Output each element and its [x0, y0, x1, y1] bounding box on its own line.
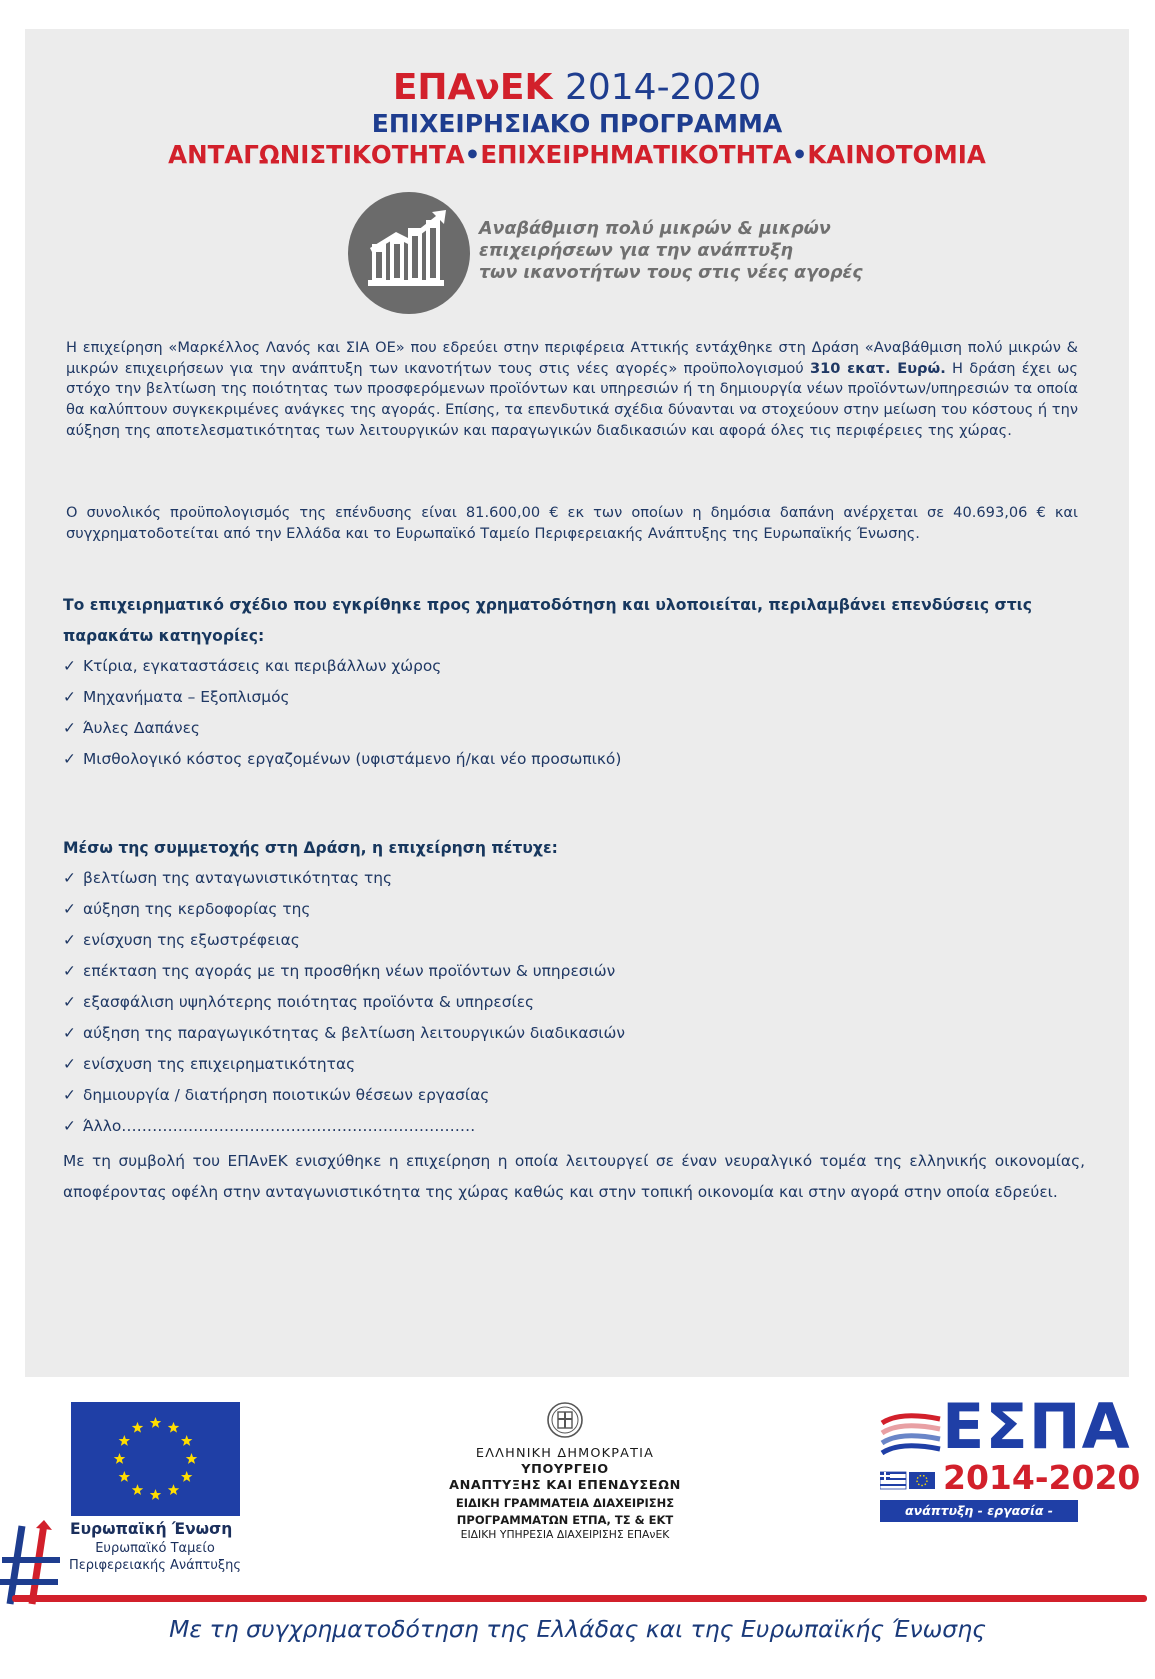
brand-name: ΕΠΑνΕΚ: [392, 67, 553, 108]
pillar-entrepreneurship: ΕΠΙΧΕΙΡΗΜΑΤΙΚΟΤΗΤΑ: [480, 140, 792, 169]
eu-star-icon: [181, 1471, 192, 1482]
check-icon: ✓: [63, 657, 76, 675]
check-icon: ✓: [63, 931, 76, 949]
eu-star-icon: [114, 1453, 125, 1464]
list-item: ✓ βελτίωση της ανταγωνιστικότητας της: [63, 863, 1083, 894]
program-logo: [25, 67, 1129, 109]
check-icon: ✓: [63, 993, 76, 1011]
greek-emblem-icon: [545, 1398, 585, 1442]
pillar-innovation: ΚΑΙΝΟΤΟΜΙΑ: [807, 140, 986, 169]
pillar-separator: •: [464, 140, 481, 169]
check-icon: ✓: [63, 900, 76, 918]
results-list: [63, 863, 1083, 1142]
intro-text-start: Η επιχείρηση «Μαρκέλλος Λανός και ΣΙΑ ΟΕ» που εδρεύει στην περιφέρεια Αττικής εντάχθηκε στη Δράση «Αναβάθμιση πολύ μικρών & μικρών επιχειρήσεων για την ανάπτυξη των ικανοτήτων τους στις νέες αγορές» προϋπολογισμού: [66, 339, 1078, 377]
espa-years: 2014-2020: [943, 1458, 1141, 1497]
cofunding-statement: Με τη συγχρηματοδότηση της Ελλάδας και της Ευρωπαϊκής Ένωσης: [169, 1615, 986, 1643]
action-title: [479, 218, 899, 284]
list-item: ✓ δημιουργία / διατήρηση ποιοτικών θέσεων εργασίας: [63, 1080, 1083, 1111]
program-header: [25, 67, 1129, 171]
list-item: ✓ Μισθολογικό κόστος εργαζομένων (υφιστάμενο ή/και νέο προσωπικό): [63, 744, 1083, 775]
eu-star-icon: [119, 1435, 130, 1446]
list-item: ✓ Μηχανήματα – Εξοπλισμός: [63, 682, 1083, 713]
pillar-competitiveness: ΑΝΤΑΓΩΝΙΣΤΙΚΟΤΗΤΑ: [168, 140, 465, 169]
pillar-separator: •: [791, 140, 808, 169]
action-title-line: Αναβάθμιση πολύ μικρών & μικρών: [479, 219, 831, 239]
check-icon: ✓: [63, 869, 76, 887]
eu-star-icon: [132, 1484, 143, 1495]
list-item: ✓ επέκταση της αγοράς με τη προσθήκη νέων προϊόντων & υπηρεσιών: [63, 956, 1083, 987]
budget-paragraph: Ο συνολικός προϋπολογισμός της επένδυσης είναι 81.600,00 € εκ των οποίων η δημόσια δαπάνη ανέρχεται σε 40.693,06 € και συγχρηματοδοτείται από την Ελλάδα και το Ευρωπαϊκό Ταμείο Περιφερειακής Ανάπτυξης της Ευρωπαϊκής Ένωσης.: [66, 504, 1078, 542]
intro-text-end: Η δράση έχει ως στόχο την βελτίωση της ποιότητας των προσφερόμενων προϊόντων και υπηρεσιών ή τη δημιουργία νέων προϊόντων/υπηρεσιών τα οποία θα καλύπτουν συγκεκριμένες ανάγκες της αγοράς. Επίσης, τα επενδυτικά σχέδια δύνανται να στοχεύουν στην μείωση του κόστους ή την αύξηση της αποτελεσματικότητας των λειτουργικών και παραγωγικών διαδικασιών και αφορά όλες τις περιφέρειες της χώρας.: [66, 359, 1078, 439]
footer-divider: [12, 1595, 1147, 1602]
action-title-line: επιχειρήσεων για την ανάπτυξη: [479, 241, 793, 261]
action-budget: 310 εκατ. Ευρώ.: [810, 359, 946, 377]
program-years: 2014-2020: [564, 67, 762, 108]
eu-flag-icon: [71, 1402, 240, 1516]
espa-waves-icon: [880, 1409, 942, 1463]
espa-slogan: ανάπτυξη - εργασία - αλληλεγγύη: [880, 1500, 1078, 1522]
list-item: ✓ Άλλο……………………………………………………………: [63, 1111, 1083, 1142]
eu-star-icon: [150, 1489, 161, 1500]
list-item: ✓ ενίσχυση της εξωστρέφειας: [63, 925, 1083, 956]
list-item: ✓ Κτίρια, εγκαταστάσεις και περιβάλλων χώρος: [63, 651, 1083, 682]
list-item: ✓ αύξηση της παραγωγικότητας & βελτίωση λειτουργικών διαδικασιών: [63, 1018, 1083, 1049]
check-icon: ✓: [63, 1117, 76, 1135]
list-item: ✓ αύξηση της κερδοφορίας της: [63, 894, 1083, 925]
program-pillars: [25, 139, 1129, 171]
eu-star-icon: [181, 1435, 192, 1446]
eu-fund-name: Ευρωπαϊκό Ταμείο Περιφερειακής Ανάπτυξης: [69, 1541, 241, 1573]
investments-list: [63, 651, 1083, 775]
bar-chart-growth-icon: [348, 192, 470, 314]
eu-star-icon: [119, 1471, 130, 1482]
list-item: ✓ Άυλες Δαπάνες: [63, 713, 1083, 744]
list-item: ✓ ενίσχυση της επιχειρηματικότητας: [63, 1049, 1083, 1080]
eu-star-icon: [168, 1422, 179, 1433]
eu-title: Ευρωπαϊκή Ένωση: [70, 1520, 233, 1538]
check-icon: ✓: [63, 688, 76, 706]
check-icon: ✓: [63, 1055, 76, 1073]
investments-heading: Το επιχειρηματικό σχέδιο που εγκρίθηκε προς χρηματοδότηση και υλοποιείται, περιλαμβάνει επενδύσεις στις παρακάτω κατηγορίες:: [63, 596, 1032, 645]
check-icon: ✓: [63, 750, 76, 768]
eu-star-icon: [150, 1417, 161, 1428]
check-icon: ✓: [63, 1086, 76, 1104]
check-icon: ✓: [63, 719, 76, 737]
intro-paragraph: [66, 338, 1078, 442]
program-title: ΕΠΙΧΕΙΡΗΣΙΑΚΟ ΠΡΟΓΡΑΜΜΑ: [371, 109, 783, 138]
list-item: ✓ εξασφάλιση υψηλότερης ποιότητας προϊόντα & υπηρεσίες: [63, 987, 1083, 1018]
eu-star-icon: [168, 1484, 179, 1495]
check-icon: ✓: [63, 962, 76, 980]
eu-star-icon: [132, 1422, 143, 1433]
results-heading: Μέσω της συμμετοχής στη Δράση, η επιχείρηση πέτυχε:: [63, 839, 558, 857]
eu-star-icon: [186, 1453, 197, 1464]
closing-paragraph: Με τη συμβολή του ΕΠΑνΕΚ ενισχύθηκε η επιχείρηση η οποία λειτουργεί σε έναν νευραλγικό τομέα της ελληνικής οικονομίας, αποφέροντας οφέλη στην ανταγωνιστικότητα της χώρας καθώς και στην τοπική οικονομία και στην αγορά στην οποία εδρεύει.: [63, 1152, 1085, 1201]
check-icon: ✓: [63, 1024, 76, 1042]
greek-eu-flags-icon: [880, 1469, 936, 1491]
action-title-line: των ικανοτήτων τους στις νέες αγορές: [479, 263, 863, 283]
content-panel: [25, 29, 1129, 1377]
espa-logo-text: ΕΣΠΑ: [942, 1390, 1131, 1463]
ministry-block: ΕΛΛΗΝΙΚΗ ΔΗΜΟΚΡΑΤΙΑ ΥΠΟΥΡΓΕΙΟ ΑΝΑΠΤΥΞΗΣ ΚΑΙ ΕΠΕΝΔΥΣΕΩΝ ΕΙΔΙΚΗ ΓΡΑΜΜΑΤΕΙΑ ΔΙΑΧΕΙΡΙΣΗΣ ΠΡΟΓΡΑΜΜΑΤΩΝ ΕΤΠΑ, ΤΣ & ΕΚΤ ΕΙΔΙΚΗ ΥΠΗΡΕΣΙΑ ΔΙΑΧΕΙΡΙΣΗΣ ΕΠΑνΕΚ: [449, 1446, 681, 1541]
